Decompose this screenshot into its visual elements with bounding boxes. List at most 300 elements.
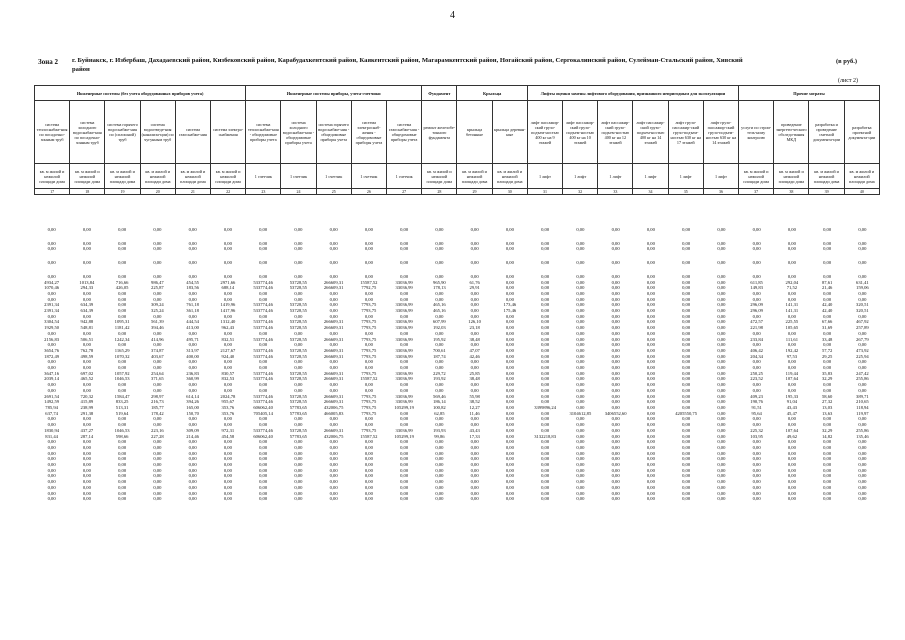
table-cell: 0,00 bbox=[646, 353, 655, 359]
table-cell: 0,00 bbox=[82, 296, 91, 302]
table-cell: 0,00 bbox=[576, 450, 585, 456]
table-cell: 0,00 bbox=[188, 490, 197, 496]
table-cell: 0,00 bbox=[400, 462, 409, 468]
table-cell: 0,00 bbox=[823, 273, 832, 279]
table-cell: 0,00 bbox=[47, 313, 56, 319]
table-cell: 0,00 bbox=[611, 313, 620, 319]
table-cell: 266609,31 bbox=[323, 347, 344, 353]
table-cell: 0,00 bbox=[858, 479, 867, 485]
column-header: система электроснаб-жения - общедомовые приборы учета bbox=[351, 101, 386, 164]
table-cell: 0,00 bbox=[435, 479, 444, 485]
table-cell: 58,60 bbox=[821, 393, 833, 399]
table-cell: 0,00 bbox=[787, 439, 796, 445]
table-cell: 0,00 bbox=[188, 479, 197, 485]
table-cell: 0,00 bbox=[400, 496, 409, 502]
table-cell: 0,00 bbox=[541, 370, 550, 376]
table-cell: 0,00 bbox=[576, 227, 585, 232]
table-cell: 0,00 bbox=[435, 387, 444, 393]
table-cell: 266609,31 bbox=[323, 399, 344, 405]
table-cell: 0,00 bbox=[541, 240, 550, 246]
table-cell: 0,00 bbox=[505, 227, 514, 232]
table-row bbox=[34, 496, 880, 502]
table-cell: 57783,65 bbox=[289, 433, 307, 439]
table-cell: 0,00 bbox=[682, 399, 691, 405]
table-cell: 0,00 bbox=[505, 370, 514, 376]
table-cell: 29,91 bbox=[469, 285, 480, 291]
table-cell: 183,56 bbox=[186, 285, 199, 291]
table-cell: 0,00 bbox=[82, 246, 91, 252]
table-cell: 371,65 bbox=[151, 376, 164, 382]
table-cell: 0,00 bbox=[470, 296, 479, 302]
table-cell: 0,00 bbox=[752, 296, 761, 302]
table-cell: 0,00 bbox=[188, 330, 197, 336]
table-cell: 0,00 bbox=[752, 260, 761, 266]
table-cell: 0,00 bbox=[541, 260, 550, 266]
table-cell: 0,00 bbox=[470, 273, 479, 279]
table-cell: 0,00 bbox=[118, 444, 127, 450]
column-unit: 1 лифт bbox=[633, 164, 668, 189]
table-cell: 0,00 bbox=[118, 273, 127, 279]
table-cell: 233,84 bbox=[750, 336, 763, 342]
table-cell: 0,00 bbox=[752, 330, 761, 336]
table-cell: 0,00 bbox=[294, 382, 303, 388]
table-cell: 0,00 bbox=[823, 240, 832, 246]
table-cell: 0,00 bbox=[118, 387, 127, 393]
column-header: проведение энергети-ческого обследо-вания МКД bbox=[774, 101, 809, 164]
column-header: система электро-снабжения bbox=[211, 101, 246, 164]
table-cell: 0,00 bbox=[505, 410, 514, 416]
table-cell: 0,00 bbox=[188, 313, 197, 319]
column-number: 29 bbox=[457, 189, 492, 195]
table-cell: 0,00 bbox=[259, 456, 268, 462]
table-cell: 0,00 bbox=[118, 308, 127, 314]
table-cell: 0,00 bbox=[47, 387, 56, 393]
table-cell: 0,00 bbox=[400, 296, 409, 302]
table-cell: 42,40 bbox=[821, 302, 833, 308]
table-cell: 0,00 bbox=[400, 260, 409, 266]
table-cell: 0,00 bbox=[858, 227, 867, 232]
column-unit: 1 лифт bbox=[703, 164, 738, 189]
column-unit: кв. м жилой и нежилой площади дома bbox=[457, 164, 492, 189]
table-cell: 0,00 bbox=[223, 365, 232, 371]
table-cell: 0,00 bbox=[752, 273, 761, 279]
table-cell: 0,00 bbox=[541, 376, 550, 382]
table-cell: 0,00 bbox=[823, 342, 832, 348]
table-cell: 320,51 bbox=[856, 302, 869, 308]
table-cell: 0,00 bbox=[576, 302, 585, 308]
table-cell: 0,00 bbox=[752, 359, 761, 365]
table-cell: 0,00 bbox=[576, 376, 585, 382]
table-cell: 0,00 bbox=[858, 359, 867, 365]
table-cell: 33036,99 bbox=[395, 336, 413, 342]
column-number: 30 bbox=[492, 189, 527, 195]
table-cell: 0,00 bbox=[576, 240, 585, 246]
table-cell: 0,00 bbox=[188, 382, 197, 388]
table-cell: 0,00 bbox=[646, 240, 655, 246]
table-cell: 0,00 bbox=[153, 473, 162, 479]
table-cell: 0,00 bbox=[646, 439, 655, 445]
table-cell: 0,00 bbox=[682, 330, 691, 336]
table-cell: 0,00 bbox=[470, 467, 479, 473]
table-cell: 0,00 bbox=[153, 422, 162, 428]
table-cell: 414,96 bbox=[151, 336, 164, 342]
table-cell: 0,00 bbox=[576, 359, 585, 365]
table-cell: 0,00 bbox=[717, 444, 726, 450]
table-cell: 0,00 bbox=[505, 496, 514, 502]
table-cell: 0,00 bbox=[400, 450, 409, 456]
table-cell: 519,64 bbox=[115, 410, 129, 416]
table-cell: 0,00 bbox=[682, 227, 691, 232]
table-cell: 0,00 bbox=[259, 342, 268, 348]
table-cell: 229,72 bbox=[433, 370, 446, 376]
table-cell: 0,00 bbox=[82, 240, 91, 246]
table-cell: 0,00 bbox=[576, 393, 585, 399]
table-cell: 1312,40 bbox=[220, 319, 236, 325]
table-cell: 0,00 bbox=[541, 393, 550, 399]
table-cell: 0,00 bbox=[153, 330, 162, 336]
table-cell: 0,00 bbox=[541, 444, 550, 450]
table-cell: 0,00 bbox=[259, 273, 268, 279]
table-cell: 0,00 bbox=[400, 359, 409, 365]
table-cell: 0,00 bbox=[118, 260, 127, 266]
table-cell: 0,00 bbox=[188, 296, 197, 302]
table-cell: 0,00 bbox=[47, 479, 56, 485]
table-cell: 7793,75 bbox=[361, 427, 377, 433]
table-cell: 0,00 bbox=[787, 473, 796, 479]
table-cell: 0,00 bbox=[223, 456, 232, 462]
table-cell: 0,00 bbox=[188, 365, 197, 371]
table-cell: 0,00 bbox=[118, 462, 127, 468]
table-cell: 0,00 bbox=[823, 490, 832, 496]
table-cell: 0,00 bbox=[611, 285, 620, 291]
table-cell: 257,89 bbox=[856, 325, 869, 331]
table-cell: 0,00 bbox=[118, 313, 127, 319]
table-cell: 0,00 bbox=[47, 456, 56, 462]
column-unit: 1 счетчик bbox=[281, 164, 316, 189]
table-cell: 3654,76 bbox=[44, 347, 60, 353]
table-cell: 0,00 bbox=[646, 302, 655, 308]
table-cell: 0,00 bbox=[611, 473, 620, 479]
table-cell: 533774,46 bbox=[253, 336, 273, 342]
table-cell: 614,14 bbox=[186, 393, 199, 399]
table-cell: 0,00 bbox=[541, 279, 550, 285]
column-number: 25 bbox=[316, 189, 351, 195]
table-cell: 611,85 bbox=[750, 279, 763, 285]
table-cell: 0,00 bbox=[717, 279, 726, 285]
table-cell: 0,00 bbox=[294, 462, 303, 468]
table-cell: 42,46 bbox=[469, 353, 480, 359]
table-cell: 0,00 bbox=[541, 302, 550, 308]
table-cell: 606062,40 bbox=[253, 433, 273, 439]
table-cell: 762,78 bbox=[80, 347, 94, 353]
table-cell: 0,00 bbox=[82, 422, 91, 428]
table-cell: 0,00 bbox=[611, 273, 620, 279]
table-cell: 0,00 bbox=[153, 479, 162, 485]
table-cell: 0,00 bbox=[505, 462, 514, 468]
table-cell: 33036,99 bbox=[395, 399, 413, 405]
table-cell: 0,00 bbox=[400, 290, 409, 296]
table-cell: 0,00 bbox=[435, 439, 444, 445]
table-cell: 0,00 bbox=[223, 227, 232, 232]
table-cell: 0,00 bbox=[682, 490, 691, 496]
table-cell: 55,98 bbox=[469, 393, 480, 399]
table-cell: 15587,52 bbox=[360, 376, 378, 382]
table-cell: 0,00 bbox=[294, 456, 303, 462]
table-cell: 0,00 bbox=[541, 296, 550, 302]
table-cell: 53728,55 bbox=[289, 302, 307, 308]
table-cell: 0,00 bbox=[682, 336, 691, 342]
table-cell: 0,00 bbox=[364, 422, 373, 428]
table-cell: 0,00 bbox=[858, 246, 867, 252]
table-cell: 0,00 bbox=[364, 273, 373, 279]
table-cell: 0,00 bbox=[787, 479, 796, 485]
table-cell: 0,00 bbox=[576, 347, 585, 353]
table-cell: 0,00 bbox=[752, 473, 761, 479]
table-cell: 7793,75 bbox=[361, 410, 377, 416]
table-cell: 0,00 bbox=[717, 347, 726, 353]
table-cell: 0,00 bbox=[329, 302, 338, 308]
table-cell: 0,00 bbox=[47, 439, 56, 445]
table-cell: 0,00 bbox=[858, 450, 867, 456]
table-cell: 0,00 bbox=[682, 433, 691, 439]
table-cell: 0,00 bbox=[682, 290, 691, 296]
table-cell: 0,00 bbox=[646, 473, 655, 479]
table-cell: 0,00 bbox=[329, 456, 338, 462]
table-cell: 0,00 bbox=[118, 382, 127, 388]
table-cell: 0,00 bbox=[294, 227, 303, 232]
table-cell: 42,40 bbox=[821, 308, 833, 314]
table-cell: 0,00 bbox=[435, 365, 444, 371]
table-cell: 0,00 bbox=[505, 376, 514, 382]
table-cell: 533774,46 bbox=[253, 353, 273, 359]
table-cell: 0,00 bbox=[505, 365, 514, 371]
table-cell: 214,46 bbox=[186, 433, 199, 439]
table-cell: 0,00 bbox=[611, 484, 620, 490]
table-cell: 0,00 bbox=[505, 450, 514, 456]
column-number: 40 bbox=[844, 189, 879, 195]
table-cell: 0,00 bbox=[435, 490, 444, 496]
table-cell: 0,00 bbox=[576, 308, 585, 314]
table-cell: 0,00 bbox=[505, 393, 514, 399]
table-cell: 0,00 bbox=[435, 450, 444, 456]
table-cell: 267,79 bbox=[856, 336, 869, 342]
table-cell: 0,00 bbox=[435, 290, 444, 296]
table-cell: 0,00 bbox=[118, 365, 127, 371]
table-cell: 0,00 bbox=[787, 422, 796, 428]
table-cell: 0,00 bbox=[259, 296, 268, 302]
table-cell: 0,00 bbox=[752, 467, 761, 473]
table-cell: 87,61 bbox=[821, 279, 833, 285]
table-cell: 0,00 bbox=[858, 473, 867, 479]
table-row bbox=[34, 233, 880, 241]
table-cell: 35,83 bbox=[821, 370, 833, 376]
table-cell: 0,00 bbox=[470, 484, 479, 490]
table-cell: 0,00 bbox=[47, 246, 56, 252]
table-cell: 33036,99 bbox=[395, 325, 413, 331]
column-header: разработка проектной документа-ции bbox=[844, 101, 879, 164]
table-cell: 0,00 bbox=[646, 399, 655, 405]
table-cell: 0,00 bbox=[153, 227, 162, 232]
column-number: 23 bbox=[246, 189, 281, 195]
table-cell: 0,00 bbox=[823, 456, 832, 462]
table-cell: 0,00 bbox=[118, 484, 127, 490]
table-cell: 0,00 bbox=[717, 456, 726, 462]
table-cell: 0,00 bbox=[682, 462, 691, 468]
table-cell: 0,00 bbox=[505, 359, 514, 365]
table-cell: 0,00 bbox=[823, 462, 832, 468]
table-cell: 986,47 bbox=[151, 279, 164, 285]
table-cell: 1929,50 bbox=[44, 325, 60, 331]
column-unit: 1 лифт bbox=[598, 164, 633, 189]
table-cell: 193,92 bbox=[433, 376, 446, 382]
table-cell: 0,00 bbox=[717, 462, 726, 468]
table-cell: 0,00 bbox=[646, 450, 655, 456]
table-cell: 0,00 bbox=[858, 484, 867, 490]
table-cell: 830,57 bbox=[221, 370, 235, 376]
table-cell: 0,00 bbox=[188, 359, 197, 365]
table-cell: 0,00 bbox=[646, 227, 655, 232]
table-cell: 0,00 bbox=[223, 246, 232, 252]
table-cell: 0,00 bbox=[717, 370, 726, 376]
table-cell: 0,00 bbox=[400, 365, 409, 371]
table-cell: 0,00 bbox=[682, 387, 691, 393]
table-cell: 1070,46 bbox=[44, 285, 60, 291]
table-cell: 0,00 bbox=[611, 325, 620, 331]
table-cell: 0,00 bbox=[541, 450, 550, 456]
table-cell: 0,00 bbox=[858, 313, 867, 319]
table-cell: 0,00 bbox=[505, 439, 514, 445]
column-number: 31 bbox=[527, 189, 562, 195]
table-cell: 0,00 bbox=[541, 353, 550, 359]
table-cell: 0,00 bbox=[611, 479, 620, 485]
table-cell: 0,00 bbox=[646, 285, 655, 291]
table-cell: 0,00 bbox=[223, 450, 232, 456]
table-cell: 21,46 bbox=[821, 285, 833, 291]
table-cell: 0,00 bbox=[505, 416, 514, 422]
column-number: 33 bbox=[598, 189, 633, 195]
table-cell: 0,00 bbox=[329, 227, 338, 232]
table-cell: 0,00 bbox=[400, 416, 409, 422]
table-cell: 0,00 bbox=[364, 484, 373, 490]
table-cell: 0,00 bbox=[823, 484, 832, 490]
table-cell: 53728,55 bbox=[289, 393, 307, 399]
table-cell: 533774,46 bbox=[253, 393, 273, 399]
table-cell: 0,00 bbox=[47, 240, 56, 246]
table-cell: 0,00 bbox=[259, 496, 268, 502]
table-cell: 0,00 bbox=[541, 313, 550, 319]
column-header: система теплоснабже-ния - общедомовые приборы учета bbox=[246, 101, 281, 164]
table-cell: 0,00 bbox=[118, 359, 127, 365]
table-cell: 0,00 bbox=[505, 467, 514, 473]
table-cell: 0,00 bbox=[787, 365, 796, 371]
table-cell: 0,00 bbox=[717, 336, 726, 342]
table-cell: 0,00 bbox=[717, 422, 726, 428]
column-header: крыльца бетонные bbox=[457, 101, 492, 164]
table-cell: 0,00 bbox=[223, 260, 232, 266]
header-table bbox=[34, 85, 880, 195]
table-cell: 0,00 bbox=[717, 404, 726, 410]
table-cell: 0,00 bbox=[505, 336, 514, 342]
table-cell: 0,00 bbox=[717, 433, 726, 439]
table-cell: 0,00 bbox=[329, 479, 338, 485]
table-cell: 0,00 bbox=[787, 450, 796, 456]
table-cell: 0,00 bbox=[682, 444, 691, 450]
table-cell: 178,42 bbox=[151, 410, 164, 416]
table-cell: 0,00 bbox=[717, 260, 726, 266]
table-cell: 0,00 bbox=[682, 308, 691, 314]
table-cell: 0,00 bbox=[153, 444, 162, 450]
column-group-header: Крыльца bbox=[457, 86, 527, 101]
table-cell: 0,00 bbox=[611, 399, 620, 405]
table-cell: 432006,75 bbox=[323, 433, 344, 439]
table-cell: 0,00 bbox=[576, 353, 585, 359]
table-cell: 0,00 bbox=[505, 427, 514, 433]
data-table bbox=[34, 227, 880, 502]
table-cell: 107,64 bbox=[785, 427, 799, 433]
table-cell: 0,00 bbox=[435, 260, 444, 266]
table-cell: 0,00 bbox=[47, 260, 56, 266]
table-cell: 0,00 bbox=[223, 473, 232, 479]
table-cell: 0,00 bbox=[787, 444, 796, 450]
table-cell: 0,00 bbox=[541, 347, 550, 353]
table-cell: 0,00 bbox=[153, 240, 162, 246]
table-cell: 533774,46 bbox=[253, 308, 273, 314]
table-cell: 465,16 bbox=[433, 308, 446, 314]
table-cell: 111,61 bbox=[785, 336, 799, 342]
column-header: система водоотведе-ния (канализа-ции) по чугунным труб bbox=[140, 101, 175, 164]
column-header: крыльца деревян-ные bbox=[492, 101, 527, 164]
table-cell: 400,00 bbox=[186, 353, 199, 359]
table-cell: 0,00 bbox=[188, 416, 197, 422]
table-cell: 0,00 bbox=[153, 290, 162, 296]
column-number: 38 bbox=[774, 189, 809, 195]
table-cell: 498,59 bbox=[80, 353, 94, 359]
table-cell: 0,00 bbox=[400, 342, 409, 348]
table-cell: 0,00 bbox=[646, 359, 655, 365]
table-cell: 426,05 bbox=[115, 285, 129, 291]
table-cell: 0,00 bbox=[576, 490, 585, 496]
table-cell: 0,00 bbox=[118, 416, 127, 422]
table-cell: 0,00 bbox=[787, 387, 796, 393]
table-cell: 0,00 bbox=[717, 427, 726, 433]
table-cell: 287,14 bbox=[80, 433, 94, 439]
table-cell: 700,61 bbox=[433, 347, 446, 353]
table-cell: 607,99 bbox=[433, 319, 446, 325]
table-cell: 0,00 bbox=[470, 479, 479, 485]
table-cell: 0,00 bbox=[505, 246, 514, 252]
table-cell: 53728,55 bbox=[289, 347, 307, 353]
table-cell: 0,00 bbox=[611, 330, 620, 336]
table-cell: 53728,55 bbox=[289, 319, 307, 325]
table-cell: 465,16 bbox=[433, 302, 446, 308]
table-cell: 0,00 bbox=[576, 313, 585, 319]
table-cell: 533774,46 bbox=[253, 302, 273, 308]
table-cell: 2391,34 bbox=[44, 308, 60, 314]
table-cell: 0,00 bbox=[576, 382, 585, 388]
table-cell: 135,46 bbox=[856, 433, 869, 439]
table-cell: 0,00 bbox=[223, 490, 232, 496]
table-cell: 0,00 bbox=[717, 359, 726, 365]
table-cell: 0,00 bbox=[329, 382, 338, 388]
table-cell: 225,87 bbox=[151, 285, 164, 291]
table-cell: 0,00 bbox=[294, 450, 303, 456]
table-cell: 0,00 bbox=[223, 359, 232, 365]
column-unit: кв. м жилой и нежилой площади дома bbox=[422, 164, 457, 189]
table-cell: 0,00 bbox=[576, 342, 585, 348]
table-cell: 0,00 bbox=[682, 285, 691, 291]
table-cell: 150,70 bbox=[186, 410, 199, 416]
table-cell: 0,00 bbox=[646, 365, 655, 371]
